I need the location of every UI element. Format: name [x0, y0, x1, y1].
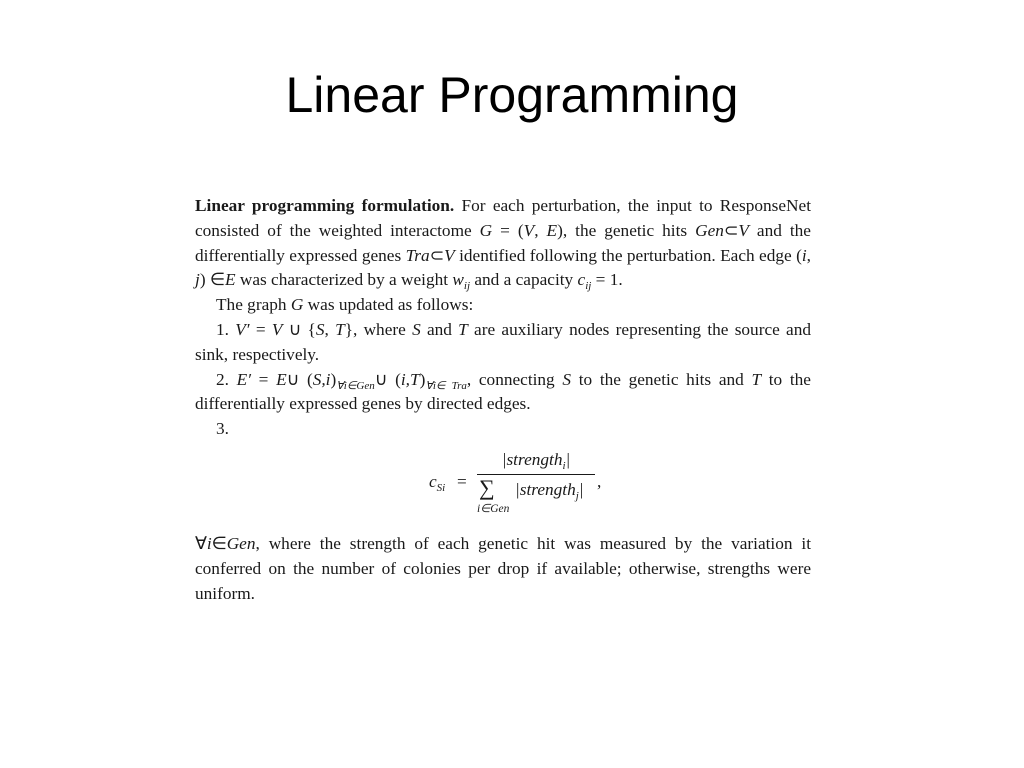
sum-index: i∈Gen [477, 502, 510, 515]
strength-explanation: ∀i∈Gen, where the strength of each genetic hit was measured by the variation it conferred on the number of colonies per drop if available; otherwise, strengths were uniform. [195, 533, 811, 603]
formula-denominator [477, 474, 595, 522]
capacity-formula: $c_{Si}$ = |strength$_i$| ∑ i∈Gen |strength$_j$| , [195, 448, 811, 530]
list-item-3: 3. [216, 419, 229, 439]
formula-fraction [477, 448, 595, 522]
sum-symbol: ∑ [479, 474, 495, 500]
formula-equals: = [457, 471, 467, 491]
formula-numerator: |strength$_i$| [501, 449, 571, 472]
graph-update-intro: The graph G was updated as follows: [216, 295, 474, 315]
formulation-paragraph: Linear programming formulation. For each perturbation, the input to ResponseNet consisted of the weighted interactome G = (V, E), the genetic hits Gen⊂V and the differentially expressed genes Tra⊂V identified following the perturbation. Each edge (i, j) ∈E was characterized by a weight $w_{ij}$ and a capacity $c_{ij} = 1$. [195, 196, 812, 293]
list-item-1: 1. V′ = V ∪ {S, T}, where S and T are auxiliary nodes representing the source and sink, respectively. [195, 319, 812, 364]
paper-excerpt [195, 194, 811, 606]
section-heading: Linear programming formulation. [195, 196, 455, 215]
list-item-2: 2. E′ = E∪ $(S,i)_{\forall i\in Gen}\cup$ $(i,T)_{\forall i\in Tra}$, connecting S to the genetic hits and T to the differentially expressed genes by directed edges. [195, 369, 811, 414]
formula-lhs: $c_{Si}$ [429, 471, 446, 494]
slide-title: Linear Programming [285, 67, 739, 123]
fraction-bar [477, 474, 595, 475]
denominator-term: |strength$_j$| [515, 479, 584, 502]
